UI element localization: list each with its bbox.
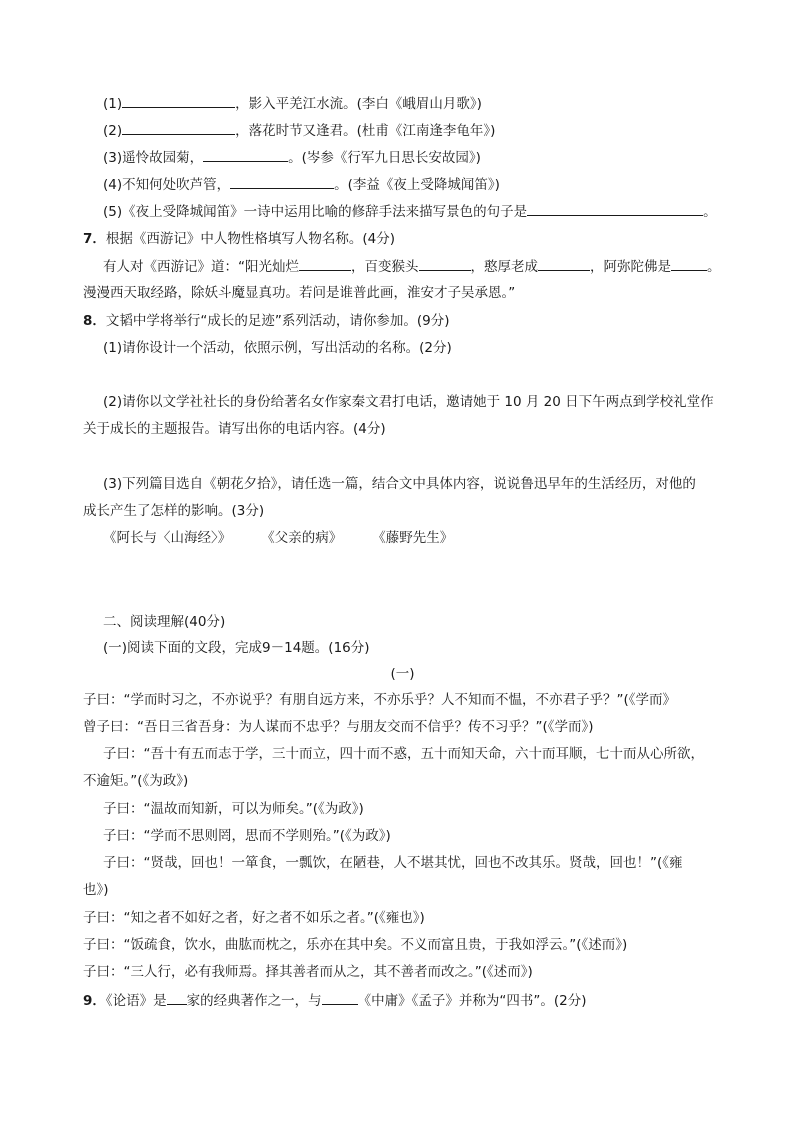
question-8-part-2-line-1: (2)请你以文学社社长的身份给著名女作家秦文君打电话，邀请她于 10 月 20 日下午两点到学校礼堂作 [103, 394, 714, 410]
question-text: 《中庸》《孟子》并称为“四书”。(2分) [357, 993, 587, 1009]
item-text: ，落花时节又逢君。(杜甫《江南逢李龟年》) [235, 123, 496, 139]
poem-fragment: ，憨厚老成 [470, 259, 538, 275]
poem-fragment: 有人对《西游记》道：“阳光灿烂 [103, 259, 299, 275]
question-number: 8． [83, 313, 106, 329]
answer-blank [230, 174, 334, 189]
passage-line: 子曰：“知之者不如好之者，好之者不如乐之者。”(《雍也》) [83, 910, 425, 926]
item-prefix: (4)不知何处吹芦管， [103, 177, 231, 193]
question-8-part-3-line-2: 成长产生了怎样的影响。(3分) [83, 503, 265, 519]
passage-line: 不逾矩。”(《为政》) [83, 773, 189, 789]
question-text: 《论语》是 [105, 993, 167, 1009]
answer-blank [299, 256, 351, 271]
question-7-poem-line-2: 漫漫西天取经路，除妖斗魔显真功。若问是谁普此画，淮安才子吴承恩。” [83, 285, 516, 301]
passage-line: 子曰：“饭疏食，饮水，曲肱而枕之，乐亦在其中矣。不义而富且贵，于我如浮云。”(《述而》) [83, 937, 628, 953]
question-7 [83, 229, 395, 249]
answer-blank [167, 990, 187, 1005]
answer-blank [671, 256, 707, 271]
question-8-part-3-line-1: (3)下列篇目选自《朝花夕拾》，请任选一篇，结合文中具体内容，说说鲁迅早年的生活经历，对他的 [103, 476, 696, 492]
question-text: 文韬中学将举行“成长的足迹”系列活动，请你参加。(9分) [105, 313, 450, 329]
item-prefix: (2) [103, 123, 123, 139]
fill-in-item-1 [103, 93, 482, 114]
question-8-part-1: (1)请你设计一个活动，依照示例，写出活动的名称。(2分) [103, 340, 452, 356]
answer-blank [122, 93, 235, 108]
section-instruction: (一)阅读下面的文段，完成9－14题。(16分) [103, 640, 370, 656]
item-text: 。(岑参《行军九日思长安故园》) [288, 150, 481, 166]
passage-line: 子曰：“温故而知新，可以为师矣。”(《为政》) [103, 801, 364, 817]
item-text: 。 [703, 204, 717, 220]
passage-line: 子曰：“学而时习之，不亦说乎？有朋自远方来，不亦乐乎？人不知而不愠，不亦君子乎？”(《学而》 [83, 692, 677, 708]
essay-titles [103, 528, 483, 548]
passage-line: 子曰：“三人行，必有我师焉。择其善者而从之，其不善者而改之。”(《述而》) [83, 964, 533, 980]
passage-label: (一) [390, 666, 415, 682]
question-7-poem-line-1 [103, 256, 721, 277]
item-text: ，影入平羌江水流。(李白《峨眉山月歌》) [235, 96, 482, 112]
essay-title: 《藤野先生》 [372, 530, 454, 546]
passage-line: 子曰：“吾十有五而志于学，三十而立，四十而不惑，五十而知天命，六十而耳顺，七十而从心所欲， [103, 746, 704, 762]
fill-in-item-3 [103, 147, 481, 168]
fill-in-item-2 [103, 120, 495, 141]
question-number: 7． [83, 231, 106, 247]
answer-blank [203, 147, 288, 162]
question-text: 家的经典著作之一，与 [186, 993, 322, 1009]
item-prefix: (1) [103, 96, 123, 112]
answer-blank [122, 120, 235, 135]
item-prefix: (5)《夜上受降城闻笛》一诗中运用比喻的修辞手法来描写景色的句子是 [103, 204, 528, 220]
fill-in-item-4 [103, 174, 500, 195]
item-text: 。(李益《夜上受降城闻笛》) [334, 177, 500, 193]
question-text: 根据《西游记》中人物性格填写人物名称。(4分) [105, 231, 396, 247]
section-heading: 二、阅读理解(40分) [103, 614, 226, 630]
passage-line: 曾子曰：“吾日三省吾身：为人谋而不忠乎？与朋友交而不信乎？传不习乎？”(《学而》) [83, 719, 594, 735]
poem-fragment: ，百变猴头 [351, 259, 419, 275]
fill-in-item-5 [103, 201, 717, 222]
item-prefix: (3)遥怜故园菊， [103, 150, 204, 166]
answer-blank [538, 256, 590, 271]
question-number: 9． [83, 993, 106, 1009]
answer-blank [322, 990, 358, 1005]
passage-line: 子曰：“贤哉，回也！一箪食，一瓢饮，在陋巷，人不堪其忧，回也不改其乐。贤哉，回也！”(《雍 [103, 855, 683, 871]
poem-fragment: 。 [707, 259, 721, 275]
essay-title: 《阿长与〈山海经〉》 [103, 530, 232, 546]
essay-title: 《父亲的病》 [261, 530, 343, 546]
answer-blank [527, 201, 703, 216]
question-8-part-2-line-2: 关于成长的主题报告。请写出你的电话内容。(4分) [83, 421, 386, 437]
question-8 [83, 311, 450, 331]
passage-line: 子曰：“学而不思则罔，思而不学则殆。”(《为政》) [103, 828, 391, 844]
answer-blank [419, 256, 471, 271]
poem-fragment: ，阿弥陀佛是 [590, 259, 671, 275]
passage-line: 也》) [83, 882, 109, 898]
question-9 [83, 990, 587, 1011]
